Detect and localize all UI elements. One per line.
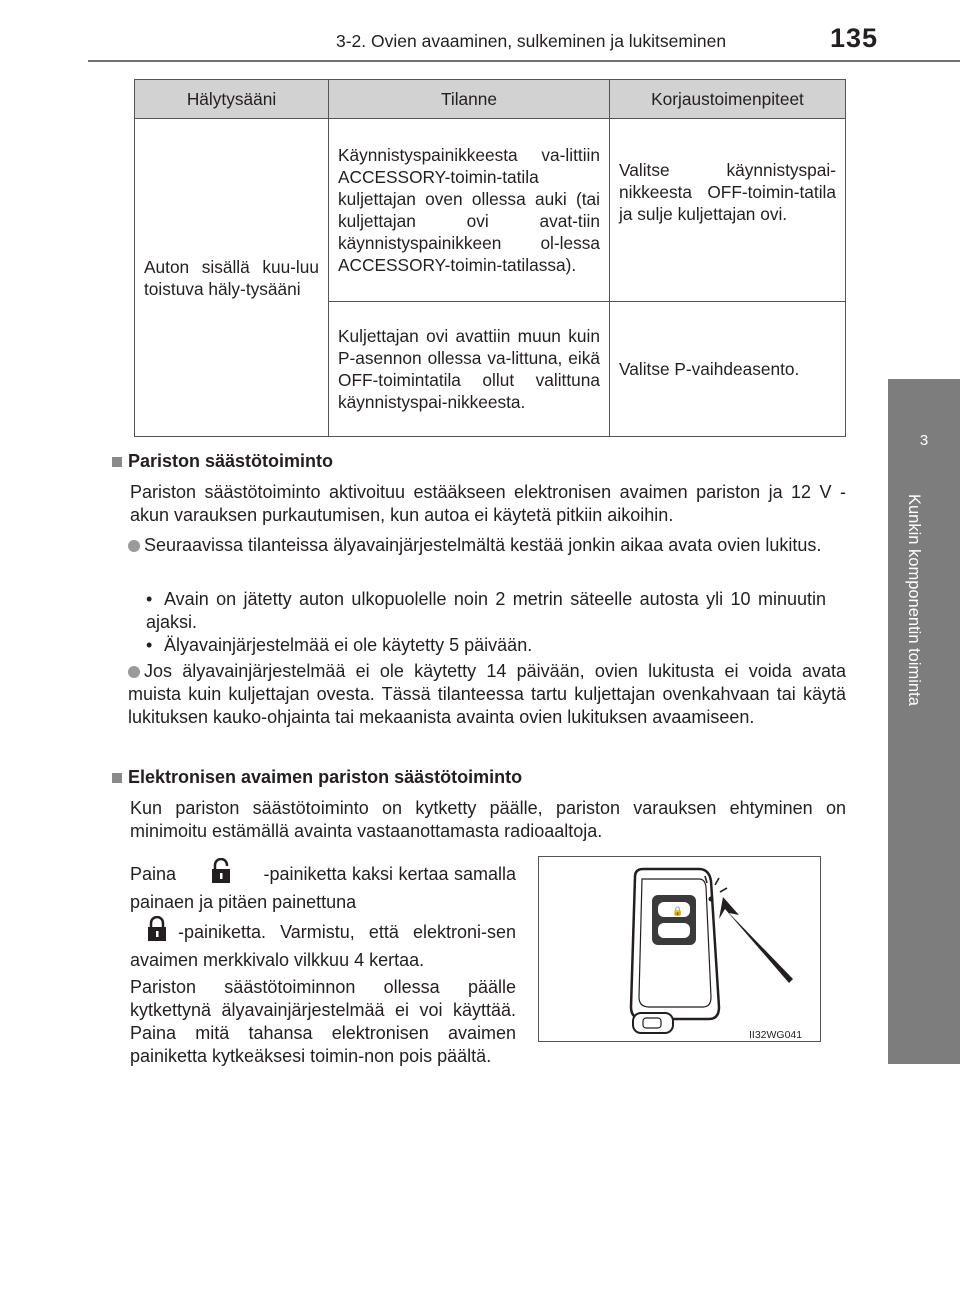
alarm-cell: Auton sisällä kuu-luu toistuva häly-tysääni	[135, 119, 329, 437]
section-heading-text: Pariston säästötoiminto	[128, 451, 334, 471]
lock-icon	[146, 916, 168, 938]
square-bullet-icon	[112, 773, 122, 783]
sub-bullet-icon: •	[146, 635, 153, 655]
key-fob-illustration	[539, 857, 820, 1041]
alarm-table	[134, 79, 846, 437]
sub-item-text: Älyavainjärjestelmää ei ole käytetty 5 päivään.	[164, 635, 533, 655]
action-cell: Valitse käynnistyspai-nikkeesta OFF-toimin-tatila ja sulje kuljettajan ovi.	[610, 119, 846, 302]
chapter-label-wrap	[903, 494, 923, 814]
instruction-text: -painiketta. Varmistu, että elektroni-sen avaimen merkkivalo vilkkuu 4 kertaa.	[130, 922, 516, 970]
lock-icon	[210, 858, 232, 880]
sub-item	[146, 634, 826, 657]
header-alarm: Hälytysääni	[135, 80, 329, 119]
header-action: Korjaustoimenpiteet	[610, 80, 846, 119]
unlock-button	[658, 923, 690, 938]
page-number: 135	[830, 23, 879, 53]
instruction-text: Paina	[130, 864, 177, 884]
paragraph: Kun pariston säästötoiminto on kytketty päälle, pariston varauksen ehtyminen on minimoitu estämällä avainta vastaanottamasta radioaaltoja.	[130, 798, 846, 841]
header-rule	[88, 60, 960, 62]
paragraph: Pariston säästötoiminnon ollessa päälle kytkettynä älyavainjärjestelmää ei voi käyttää. Paina mitä tahansa elektronisen avaimen painiketta kytkeäksesi toimin-non pois päältä.	[130, 977, 516, 1066]
chapter-number: 3	[919, 432, 929, 449]
bullet-item	[128, 660, 846, 729]
bullet-dot-icon	[128, 666, 140, 678]
table-header-row	[135, 80, 846, 119]
sub-bullet-icon: •	[146, 589, 153, 609]
running-header-title: 3-2. Ovien avaaminen, sulkeminen ja lukitseminen	[336, 31, 727, 51]
key-fob-figure	[538, 856, 821, 1042]
header-situation: Tilanne	[329, 80, 610, 119]
bullet-item	[128, 534, 846, 557]
section-heading	[112, 767, 522, 788]
chapter-side-tab	[888, 379, 960, 1064]
bullet-dot-icon	[128, 540, 140, 552]
sub-item-text: Avain on jätetty auton ulkopuolelle noin 2 metrin säteelle autosta yli 10 minuutin ajaksi.	[146, 589, 826, 632]
square-bullet-icon	[112, 457, 122, 467]
indicator-light	[709, 897, 714, 902]
situation-cell: Kuljettajan ovi avattiin muun kuin P-asennon ollessa va-littuna, eikä OFF-toimintatila ollut valittuna käynnistyspai-nikkeesta.	[329, 302, 610, 437]
section-heading-text: Elektronisen avaimen pariston säästötoiminto	[128, 767, 523, 787]
figure-code: II32WG041	[749, 1029, 803, 1041]
bullet-text: Seuraavissa tilanteissa älyavainjärjestelmältä kestää jonkin aikaa avata ovien lukitus.	[144, 535, 822, 555]
bullet-text: Jos älyavainjärjestelmää ei ole käytetty 14 päivään, ovien lukitusta ei voida avata muista kuin kuljettajan ovesta. Tässä tilanteessa tartu kuljettajan ovenkahvaan tai käytä lukituksen kauko-ohjainta tai mekaanista avainta ovien lukituksen avaamiseen.	[128, 661, 846, 727]
sub-item	[146, 588, 826, 634]
action-cell: Valitse P-vaihdeasento.	[610, 302, 846, 437]
svg-text:🔒: 🔒	[672, 907, 684, 917]
paragraph: Pariston säästötoiminto aktivoituu estääkseen elektronisen avaimen pariston ja 12 V -akun varauksen purkautumisen, kun autoa ei käytetä pitkiin aikoihin.	[130, 482, 846, 525]
chapter-label: Kunkin komponentin toiminta	[905, 494, 923, 706]
table-row	[135, 119, 846, 302]
situation-cell: Käynnistyspainikkeesta va-littiin ACCESSORY-toimin-tatila kuljettajan oven ollessa auki (tai kuljettajan ovi avat-tiin käynnistyspainikkeen ol-lessa ACCESSORY-toimin-tatilassa).	[329, 119, 610, 302]
section-heading	[112, 451, 333, 472]
instruction-paragraph	[130, 858, 516, 974]
instruction-text: -painiketta kaksi kertaa samalla painaen ja pitäen painettuna	[130, 864, 516, 912]
